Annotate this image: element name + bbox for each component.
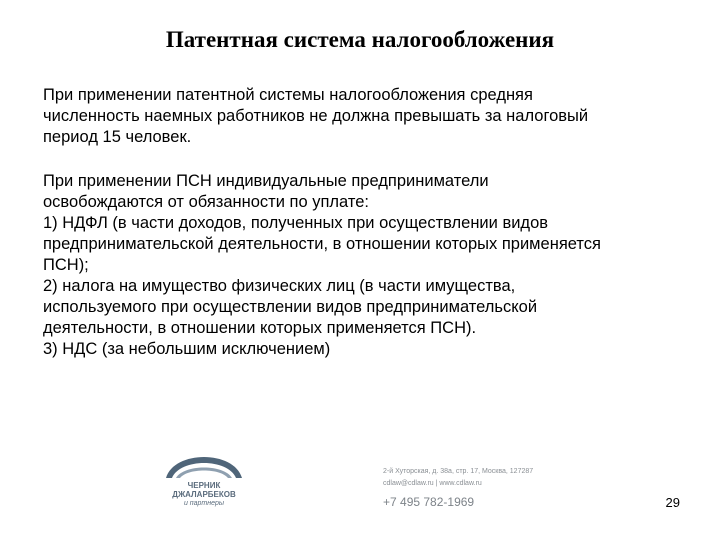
company-logo — [160, 444, 248, 514]
logo-line-2: ДЖАЛАРБЕКОВ — [172, 490, 236, 499]
logo-text — [160, 481, 248, 508]
web-text: cdlaw@cdlaw.ru | www.cdlaw.ru — [383, 480, 482, 487]
text-line: При применении ПСН индивидуальные предприниматели — [43, 172, 489, 190]
text-line: предпринимательской деятельности, в отношении которых применяется — [43, 235, 601, 253]
text-line: ПСН); — [43, 256, 89, 274]
slide-title: Патентная система налогообложения — [165, 27, 555, 52]
address-text: 2-й Хуторская, д. 38а, стр. 17, Москва, 127287 — [383, 468, 534, 475]
page-number: 29 — [665, 495, 680, 510]
logo-line-1: ЧЕРНИК — [187, 481, 221, 490]
text-line: численность наемных работников не должна превышать за налоговый — [43, 107, 589, 125]
text-line: период 15 человек. — [43, 128, 192, 146]
text-line: освобождаются от обязанности по уплате: — [43, 193, 369, 211]
text-line: деятельности, в отношении которых применяется ПСН). — [43, 319, 477, 337]
arch-logo-icon — [160, 444, 248, 480]
text-line: 2) налога на имущество физических лиц (в части имущества, — [43, 277, 516, 295]
text-line: При применении патентной системы налогообложения средняя — [43, 86, 533, 104]
phone-text: +7 495 782-1969 — [383, 495, 475, 509]
paragraph-employees — [43, 85, 683, 148]
text-line: 3) НДС (за небольшим исключением) — [43, 340, 331, 358]
contacts-block — [383, 466, 593, 511]
paragraph-exemptions — [43, 171, 683, 360]
text-line: используемого при осуществлении видов предпринимательской — [43, 298, 538, 316]
logo-line-3: и партнеры — [183, 500, 225, 507]
text-line: 1) НДФЛ (в части доходов, полученных при осуществлении видов — [43, 214, 549, 232]
